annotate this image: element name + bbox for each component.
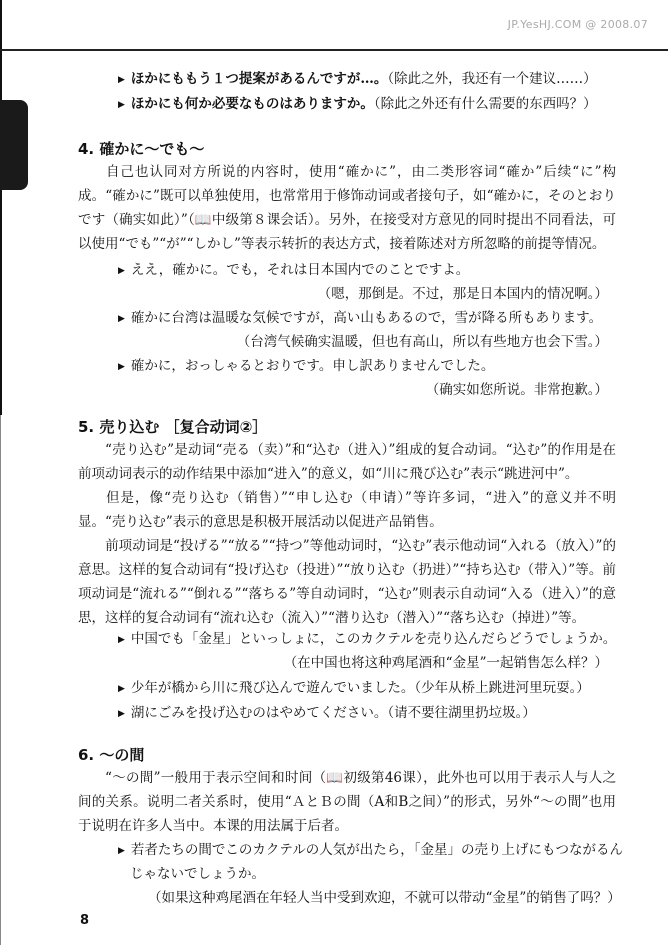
example-zh: （少年从桥上跳进河里玩耍。） [414,680,590,696]
section-paragraph [78,160,616,256]
section-title: 5. 売り込む ［复合动词②］ [78,418,268,436]
example-zh: （除此之外还有什么需要的东西吗？） [373,96,597,112]
section-title: 6. ～の間 [78,746,145,764]
section-paragraph [78,438,616,486]
example-jp: 若者たちの間でこのカクテルの人気が出たら，「金星」の売り上げにもつながるん [130,842,623,858]
watermark: JP.YesHJ.COM @ 2008.07 [507,18,648,31]
example-jp: ほかにももう１つ提案があるんですが…。 [130,71,388,87]
page-number: 8 [80,913,90,928]
bullet-triangle-icon: ▶ [118,75,125,85]
example-item [118,701,536,721]
bullet-triangle-icon: ▶ [118,709,125,719]
paragraph-text: 但是，像“売り込む（销售）”“申し込む（申请）”等许多词，“进入”的意义并不明显。“売り込む”表示的意思是积极开展活动以促进产品销售。 [78,490,616,530]
chapter-thumb-tab [0,100,28,190]
example-jp: 湖にごみを投げ込むのはやめてください。 [130,705,388,721]
example-item [118,67,597,87]
bullet-triangle-icon: ▶ [118,635,125,645]
bullet-triangle-icon: ▶ [118,314,125,324]
bullet-triangle-icon: ▶ [118,684,125,694]
header-rule [0,49,668,51]
bullet-triangle-icon: ▶ [118,100,125,110]
example-item [118,258,469,278]
example-jp: ほかにも何か必要なものはありますか。 [130,96,374,112]
paragraph-text: 前项动词是“投げる”“放る”“持つ”等他动词时，“込む”表示他动词“入れる（放入）”的意思。这样的复合动词有“投げ込む（投进）”“放り込む（扔进）”“持ち込む（带入）”等。前项动词是“流れる”“倒れる”“落ちる”等自动词时，“込む”则表示自动词“入る（进入）”的意思，这样的复合动词有“流れ込む（流入）”“潜り込む（潜入）”“落ち込む（掉进）”等。 [78,538,616,626]
example-jp: ええ，確かに。でも，それは日本国内でのことですよ。 [130,262,470,278]
example-item [118,354,494,374]
example-zh: （请不要往湖里扔垃圾。） [387,705,536,721]
example-translation: （台湾气候确实温暖，但也有高山，所以有些地方也会下雪。） [236,334,608,350]
bullet-triangle-icon: ▶ [118,266,125,276]
bullet-triangle-icon: ▶ [118,846,125,856]
example-jp-continuation: じゃないでしょうか。 [130,866,265,882]
example-item [118,92,597,112]
example-item [118,838,623,858]
section-paragraph [78,534,616,630]
example-jp: 確かに台湾は温暖な気候ですが，高い山もあるので，雪が降る所もあります。 [130,310,603,326]
example-translation: （嗯，那倒是。不过，那是日本国内的情况啊。） [317,286,608,302]
page-left-border-lower [0,415,1,945]
paragraph-text: “～の間”一般用于表示空间和时间（📖初级第46课），此外也可以用于表示人与人之间的关系。说明二者关系时，使用“ＡとＢの間（A和B之间）”的形式，另外“～の間”也用于说明在许多人当中。本课的用法属于后者。 [78,770,616,834]
section-paragraph [78,766,616,838]
paragraph-text: 自己也认同对方所说的内容时，使用“確かに”，由二类形容词“確か”后续“に”构成。“確かに”既可以单独使用，也常常用于修饰动词或者接句子，如“確かに，そのとおりです（确实如此）”（📖中级第８课会话）。另外，在接受对方意见的同时提出不同看法，可以使用“でも”“が”“しかし”等表示转折的表达方式，接着陈述对方所忽略的前提等情况。 [78,164,616,252]
example-item [118,306,602,326]
example-translation: （确实如您所说。非常抱歉。） [425,382,608,398]
paragraph-text: “売り込む”是动词“売る（卖）”和“込む（进入）”组成的复合动词。“込む”的作用是在前项动词表示的动作结果中添加“进入”的意义，如“川に飛び込む”表示“跳进河中”。 [78,442,616,482]
example-item [118,676,590,696]
section-paragraph [78,486,616,534]
example-translation: （如果这种鸡尾酒在年轻人当中受到欢迎，不就可以带动“金星”的销售了吗？） [148,890,621,906]
page-left-border [0,0,2,415]
section-title: 4. 確かに～でも～ [78,140,205,158]
example-jp: 少年が橋から川に飛び込んで遊んでいました。 [130,680,415,696]
bullet-triangle-icon: ▶ [118,362,125,372]
example-zh: （除此之外，我还有一个建议……） [387,71,597,87]
example-jp: 中国でも「金星」といっしょに，このカクテルを売り込んだらどうでしょうか。 [130,631,617,647]
example-translation: （在中国也将这种鸡尾酒和“金星”一起销售怎么样？） [283,655,608,671]
example-jp: 確かに，おっしゃるとおりです。申し訳ありませんでした。 [130,358,495,374]
example-item [118,627,616,647]
